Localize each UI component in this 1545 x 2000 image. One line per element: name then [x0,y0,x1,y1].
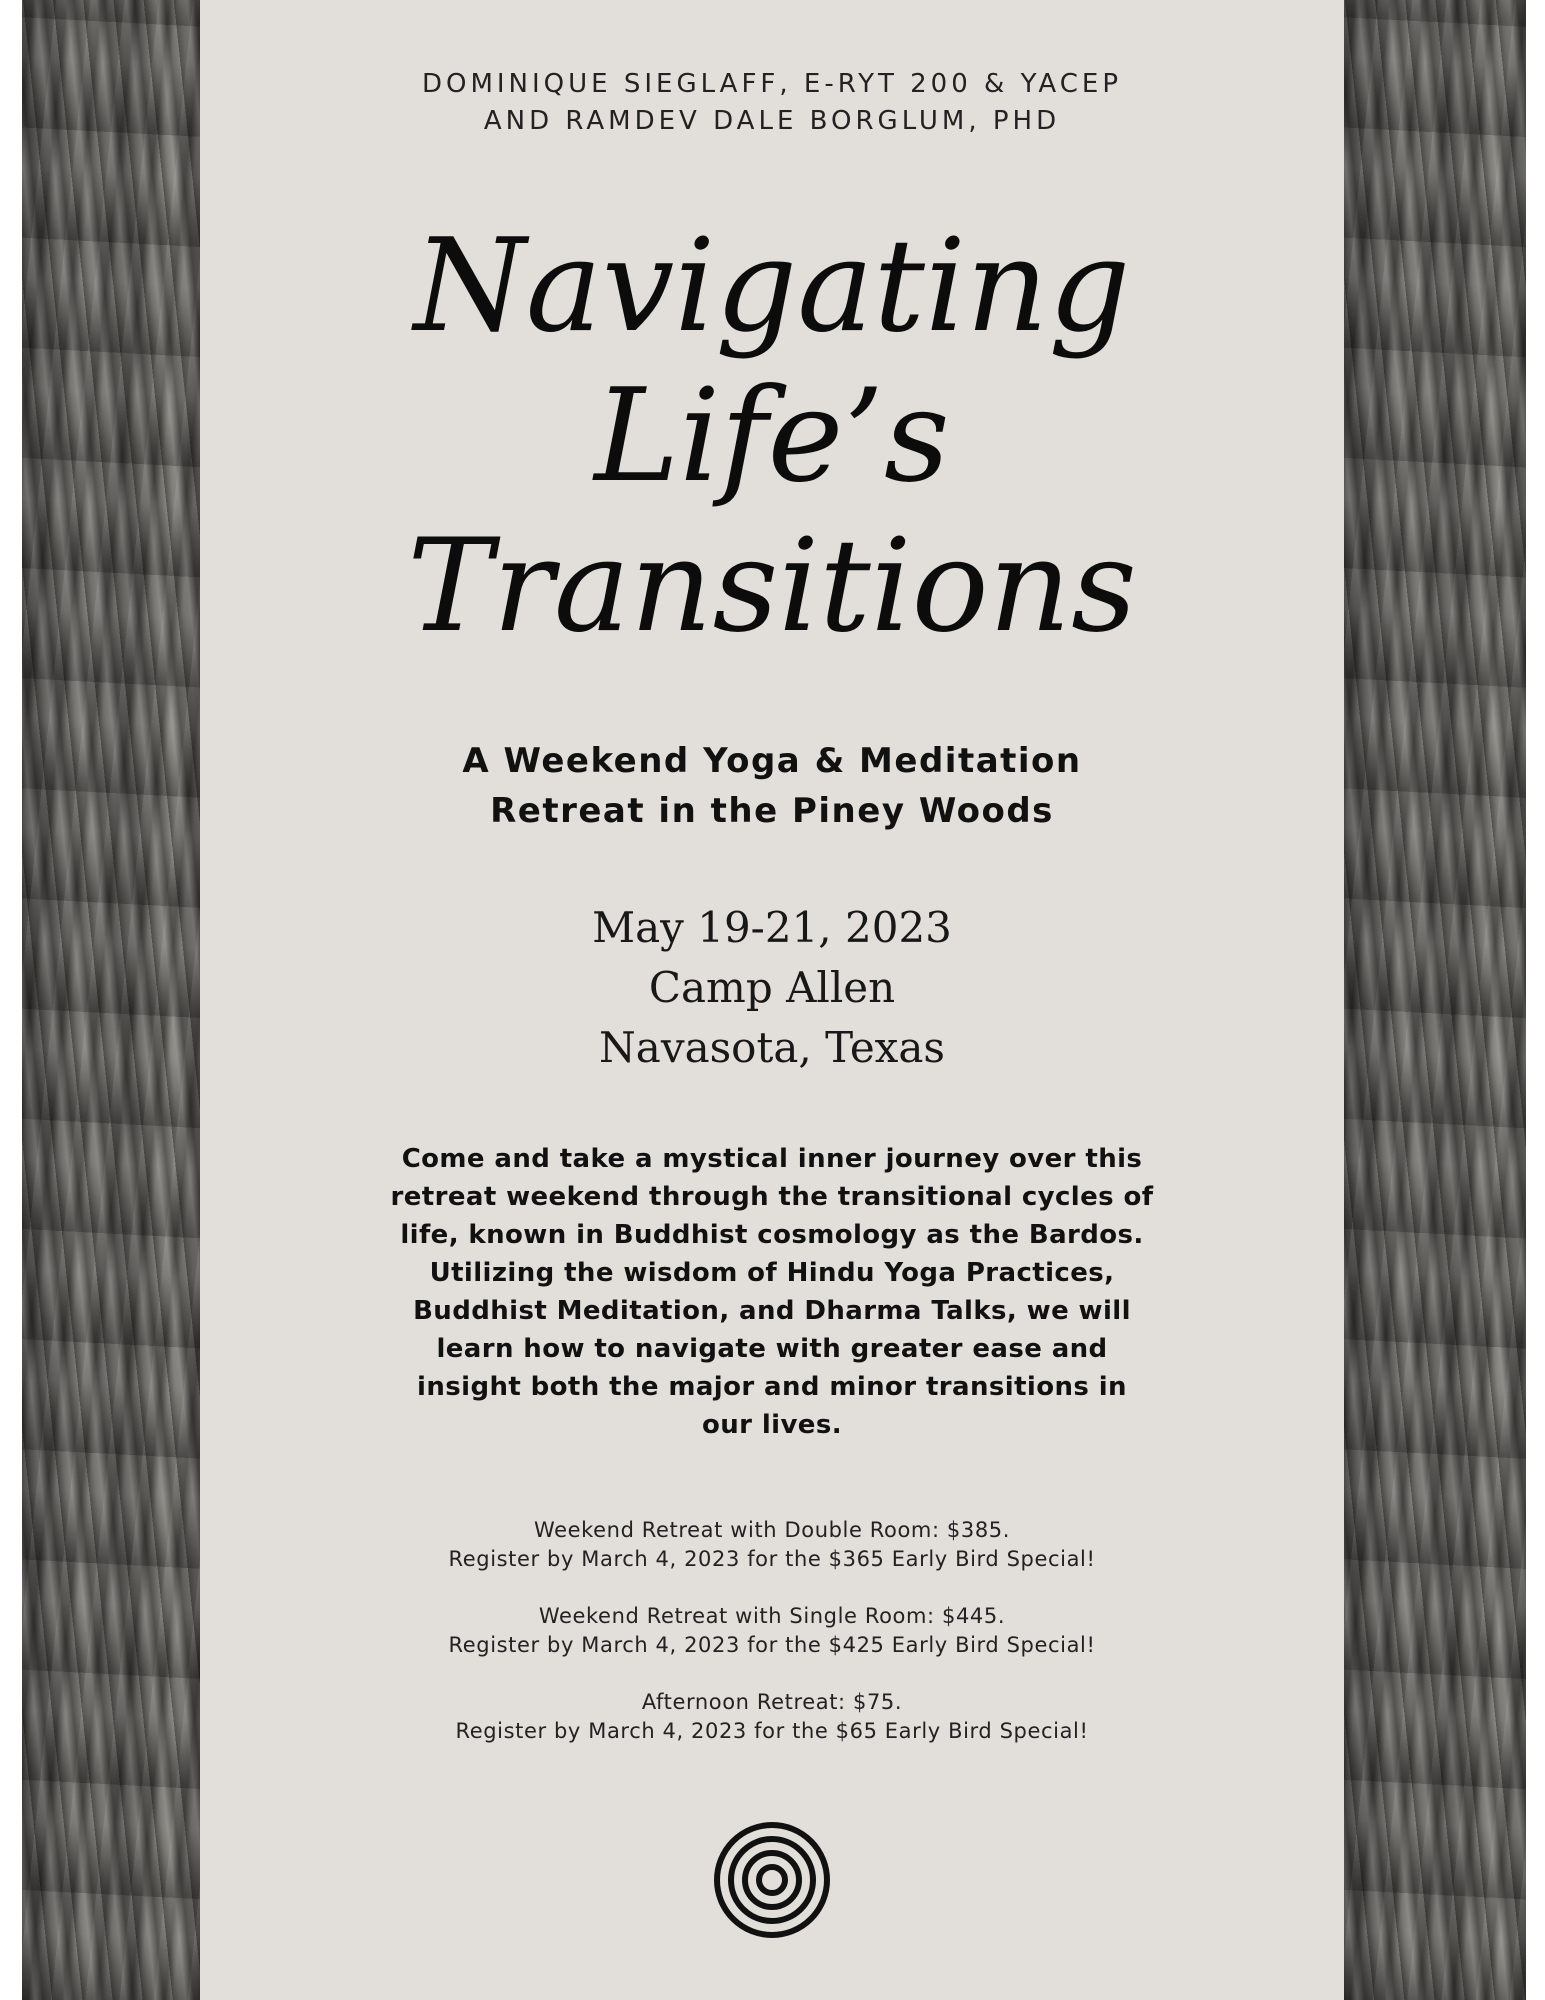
authors [200,66,1344,140]
flyer-panel [200,0,1344,2000]
price-offer: Weekend Retreat with Double Room: $385. [533,1518,1011,1542]
price-early-bird: Register by March 4, 2023 for the $425 Early Bird Special! [448,1633,1096,1657]
title-line-3: Transitions [407,512,1137,661]
concentric-circles-icon [712,1820,832,1940]
event-location: Navasota, Texas [599,1023,945,1072]
price-afternoon [200,1688,1344,1746]
event-venue: Camp Allen [648,963,896,1012]
pricing [200,1516,1344,1774]
authors-line-1: DOMINIQUE SIEGLAFF, E-RYT 200 & YACEP [421,69,1123,99]
subtitle-line-1: A Weekend Yoga & Meditation [462,741,1082,781]
subtitle [200,736,1344,836]
subtitle-line-2: Retreat in the Piney Woods [490,791,1054,831]
price-double-room [200,1516,1344,1574]
title-line-1: Navigating [413,212,1131,361]
event-dates: May 19-21, 2023 [592,903,952,952]
description: Come and take a mystical inner journey over this retreat weekend through the transitional cycles of life, known in Buddhist cosmology as the Bardos. Utilizing the wisdom of Hindu Yoga Practices, Buddhist Meditation, and Dharma Talks, we will learn how to navigate with greater ease and insight both the major and minor transitions in our lives. [390,1144,1154,1440]
tree-bark-left [22,0,200,2000]
flyer-title [200,212,1344,662]
price-single-room [200,1602,1344,1660]
title-line-2: Life’s [594,362,950,511]
price-early-bird: Register by March 4, 2023 for the $365 Early Bird Special! [448,1547,1096,1571]
tree-bark-right [1344,0,1526,2000]
price-offer: Afternoon Retreat: $75. [641,1690,903,1714]
authors-line-2: AND RAMDEV DALE BORGLUM, PHD [483,106,1061,136]
event-details [200,898,1344,1078]
price-early-bird: Register by March 4, 2023 for the $65 Early Bird Special! [455,1719,1089,1743]
price-offer: Weekend Retreat with Single Room: $445. [538,1604,1006,1628]
